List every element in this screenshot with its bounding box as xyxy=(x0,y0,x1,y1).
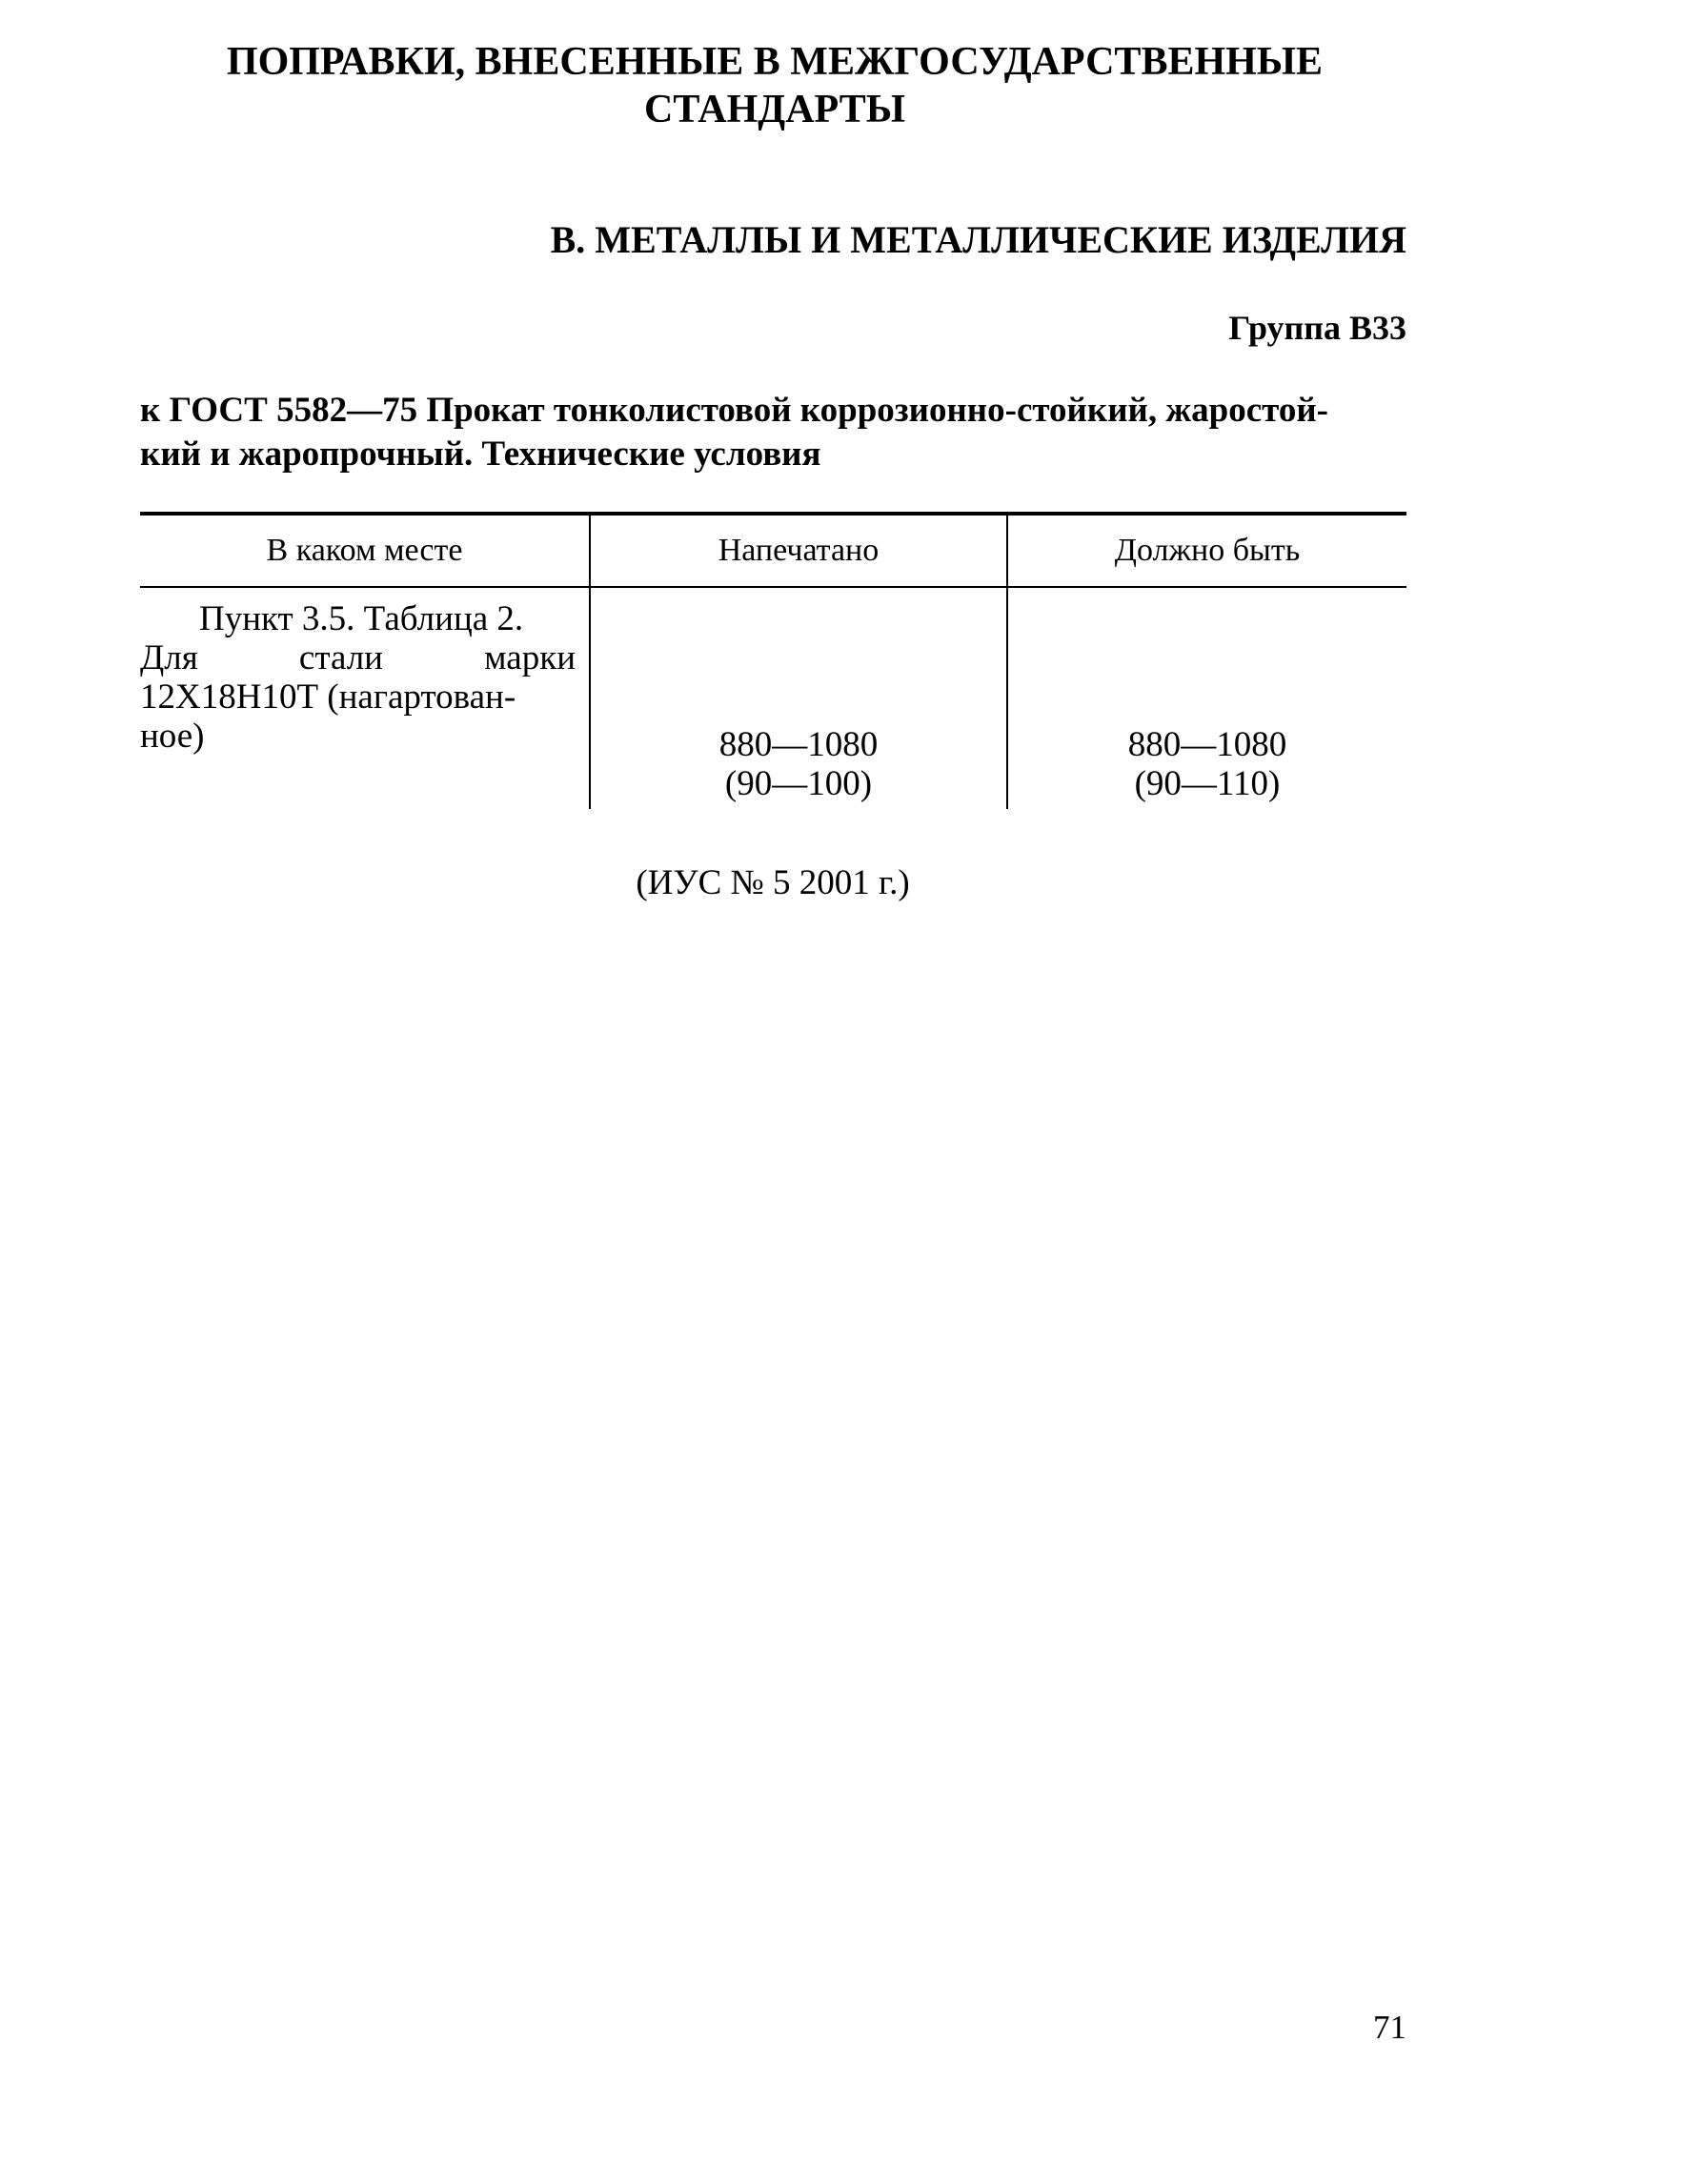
location-line-3: 12Х18Н10Т (нагартован- xyxy=(140,677,516,717)
location-line-1: Пункт 3.5. Таблица 2. xyxy=(199,599,524,638)
page-title-line-1: ПОПРАВКИ, ВНЕСЕННЫЕ В МЕЖГОСУДАРСТВЕННЫЕ xyxy=(226,40,1324,84)
table-header-row xyxy=(140,514,1406,587)
corrections-table xyxy=(140,512,1406,809)
standard-title-line-1: к ГОСТ 5582—75 Прокат тонколистовой коррозионно-стойкий, жаростой- xyxy=(140,391,1328,430)
header-location: В каком месте xyxy=(140,514,590,587)
standard-title xyxy=(140,389,1406,476)
page-number: 71 xyxy=(1373,2009,1406,2046)
cell-printed xyxy=(590,587,1007,809)
page-title xyxy=(143,38,1406,133)
table-row xyxy=(140,587,1406,809)
correct-line-1: 880—1080 xyxy=(1127,725,1287,764)
location-line-2: Для стали марки xyxy=(140,638,576,677)
standard-title-line-2: кий и жаропрочный. Технические условия xyxy=(140,435,821,474)
printed-line-2: (90—100) xyxy=(724,764,873,803)
location-line-4: ное) xyxy=(140,717,205,756)
header-printed: Напечатано xyxy=(590,514,1007,587)
cell-location xyxy=(140,587,590,809)
section-heading: В. МЕТАЛЛЫ И МЕТАЛЛИЧЕСКИЕ ИЗДЕЛИЯ xyxy=(550,218,1406,261)
group-label: Группа В33 xyxy=(1228,309,1406,347)
header-correct: Должно быть xyxy=(1007,514,1406,587)
page-title-line-2: СТАНДАРТЫ xyxy=(644,88,905,131)
correct-line-2: (90—110) xyxy=(1134,764,1281,803)
cell-correct xyxy=(1007,587,1406,809)
source-note: (ИУС № 5 2001 г.) xyxy=(636,863,910,902)
printed-line-1: 880—1080 xyxy=(718,725,879,764)
